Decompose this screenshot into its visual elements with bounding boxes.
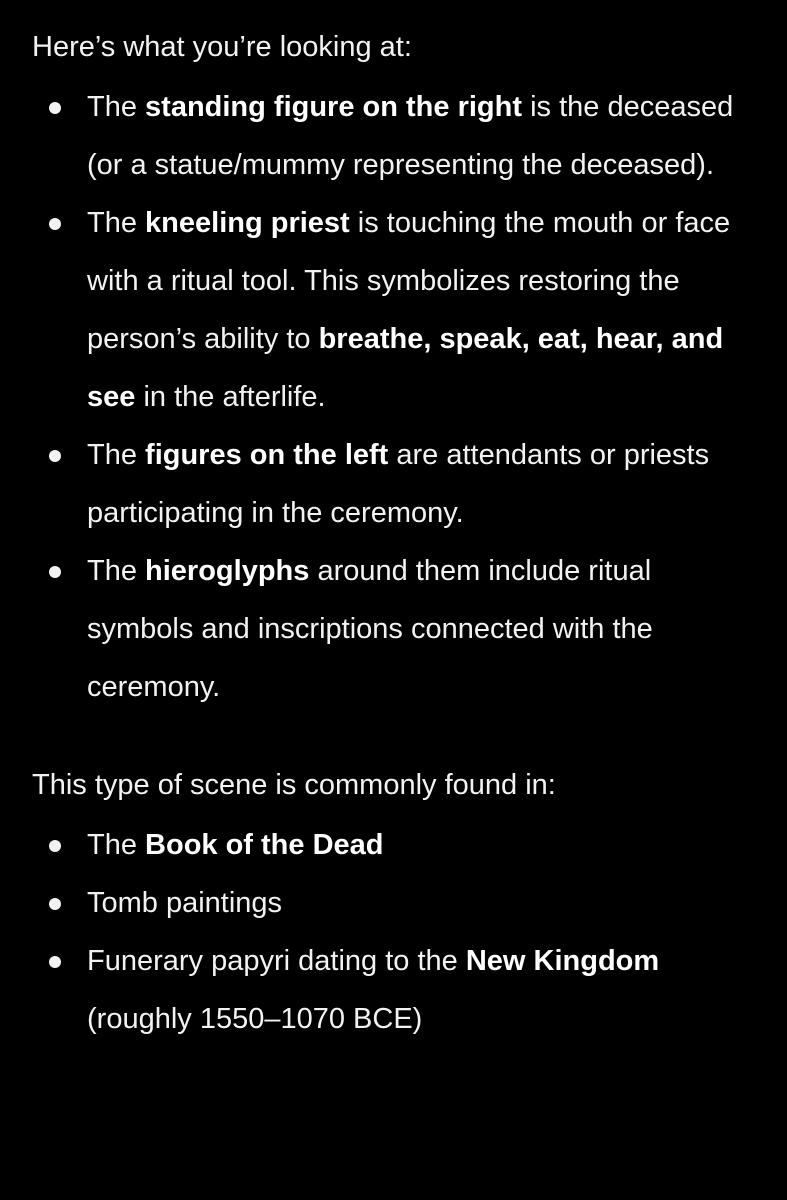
bullet-icon	[49, 566, 61, 578]
item-bold-text: kneeling priest	[145, 207, 350, 239]
intro-text-2: This type of scene is commonly found in:	[32, 769, 556, 801]
item-bold-text: standing figure on the right	[145, 91, 523, 123]
item-bold-text: New Kingdom	[465, 945, 660, 977]
item-text: The	[87, 555, 146, 587]
item-text: The	[87, 439, 146, 471]
bullet-icon	[49, 218, 61, 230]
list-item-tomb-paintings	[32, 874, 765, 932]
item-text: The	[87, 207, 146, 239]
list-item-figures-left	[32, 426, 765, 542]
item-text: is touching the mouth or face with a ritual tool. This symbolizes restoring the person’s ability to	[87, 207, 731, 355]
item-text: in the afterlife.	[135, 381, 326, 413]
item-text: Funerary papyri dating to the	[87, 945, 466, 977]
item-text: is the deceased (or a statue/mummy representing the deceased).	[87, 91, 734, 181]
scene-explanation-list	[32, 78, 765, 716]
item-text: around them include ritual symbols and inscriptions connected with the ceremony.	[87, 555, 653, 703]
list-item-funerary-papyri	[32, 932, 765, 1048]
bullet-icon	[49, 956, 61, 968]
intro-text: Here’s what you’re looking at:	[32, 31, 412, 63]
list-item-standing-figure	[32, 78, 765, 194]
bullet-icon	[49, 102, 61, 114]
item-text: The	[87, 91, 146, 123]
item-bold-text: figures on the left	[145, 439, 389, 471]
item-bold-text: Book of the Dead	[145, 829, 384, 861]
bullet-icon	[49, 450, 61, 462]
list-item-book-of-dead	[32, 816, 765, 874]
item-bold-text: hieroglyphs	[145, 555, 310, 587]
list-item-hieroglyphs	[32, 542, 765, 716]
item-text: The	[87, 829, 146, 861]
bullet-icon	[49, 898, 61, 910]
found-in-list	[32, 816, 765, 1048]
bullet-icon	[49, 840, 61, 852]
item-text: Tomb paintings	[87, 887, 283, 919]
list-item-kneeling-priest	[32, 194, 765, 426]
item-text: (roughly 1550–1070 BCE)	[87, 1003, 423, 1035]
item-text: are attendants or priests participating in the ceremony.	[87, 439, 710, 529]
item-bold-text: breathe, speak, eat, hear, and see	[87, 323, 724, 413]
